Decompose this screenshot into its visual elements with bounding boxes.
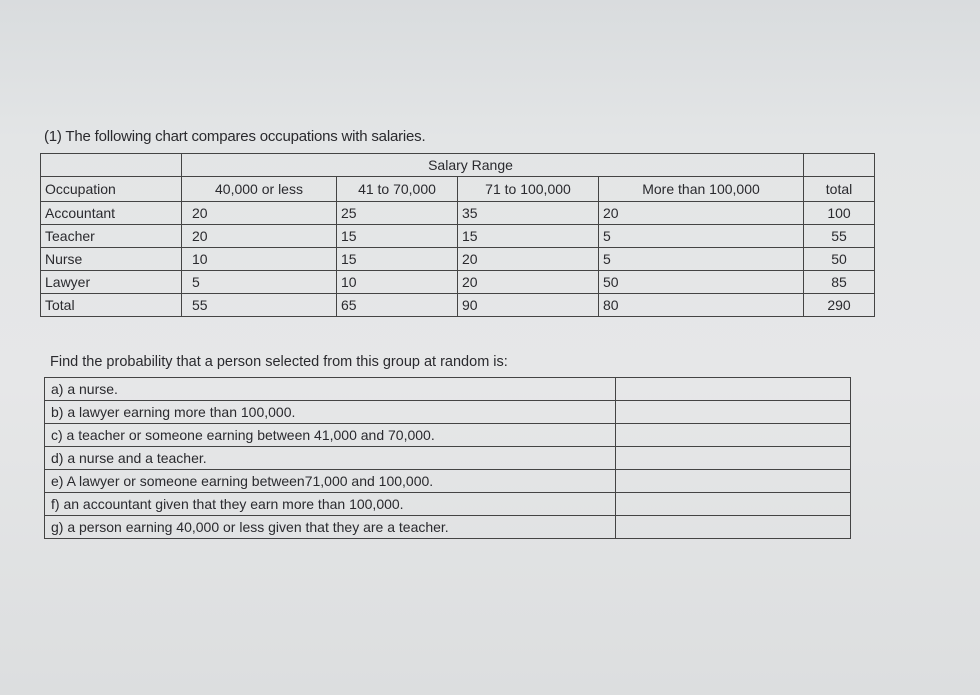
question-row	[45, 424, 851, 447]
table-cell: 85	[804, 271, 875, 294]
header-row	[41, 177, 875, 202]
header-cell: total	[804, 177, 875, 202]
row-label: Lawyer	[41, 271, 182, 294]
question-row	[45, 493, 851, 516]
table-cell: 55	[804, 225, 875, 248]
answer-cell	[616, 447, 851, 470]
salary-range-row	[41, 154, 875, 177]
table-cell: 90	[458, 294, 599, 317]
salary-table	[40, 153, 875, 317]
table-cell: 15	[337, 225, 458, 248]
question-text: e) A lawyer or someone earning between71,000 and 100,000.	[45, 470, 616, 493]
table-cell: 20	[458, 248, 599, 271]
table-cell: 20	[599, 202, 804, 225]
table-cell: 20	[458, 271, 599, 294]
table-cell: 5	[599, 225, 804, 248]
table-cell: 20	[182, 202, 337, 225]
table-cell: 80	[599, 294, 804, 317]
question-text: c) a teacher or someone earning between 41,000 and 70,000.	[45, 424, 616, 447]
table-cell: 35	[458, 202, 599, 225]
table-cell: 5	[182, 271, 337, 294]
question-text: g) a person earning 40,000 or less given that they are a teacher.	[45, 516, 616, 539]
header-cell: More than 100,000	[599, 177, 804, 202]
blank-cell	[804, 154, 875, 177]
table-cell: 10	[182, 248, 337, 271]
question-text: d) a nurse and a teacher.	[45, 447, 616, 470]
table-cell: 15	[337, 248, 458, 271]
question-text: f) an accountant given that they earn more than 100,000.	[45, 493, 616, 516]
question-row	[45, 470, 851, 493]
total-row	[41, 294, 875, 317]
table-cell: 50	[599, 271, 804, 294]
table-row	[41, 248, 875, 271]
table-cell: 15	[458, 225, 599, 248]
answer-cell	[616, 470, 851, 493]
table-cell: 25	[337, 202, 458, 225]
table-cell: 290	[804, 294, 875, 317]
question-row	[45, 401, 851, 424]
table-cell: 20	[182, 225, 337, 248]
row-label: Total	[41, 294, 182, 317]
header-cell: Occupation	[41, 177, 182, 202]
table-cell: 100	[804, 202, 875, 225]
salary-range-text: Salary Range	[428, 157, 513, 173]
table-cell: 10	[337, 271, 458, 294]
row-label: Nurse	[41, 248, 182, 271]
answer-cell	[616, 516, 851, 539]
table-cell: 65	[337, 294, 458, 317]
table-cell: 5	[599, 248, 804, 271]
answer-cell	[616, 378, 851, 401]
header-cell: 71 to 100,000	[458, 177, 599, 202]
table-row	[41, 271, 875, 294]
questions-table	[44, 377, 851, 539]
question-text: b) a lawyer earning more than 100,000.	[45, 401, 616, 424]
question-prompt: Find the probability that a person selected from this group at random is:	[50, 354, 508, 370]
intro-text: (1) The following chart compares occupations with salaries.	[44, 128, 426, 145]
row-label: Teacher	[41, 225, 182, 248]
answer-cell	[616, 424, 851, 447]
blank-cell	[41, 154, 182, 177]
table-cell: 50	[804, 248, 875, 271]
question-row	[45, 378, 851, 401]
question-row	[45, 447, 851, 470]
header-cell: 41 to 70,000	[337, 177, 458, 202]
table-row	[41, 202, 875, 225]
question-text: a) a nurse.	[45, 378, 616, 401]
table-row	[41, 225, 875, 248]
answer-cell	[616, 493, 851, 516]
table-cell: 55	[182, 294, 337, 317]
question-row	[45, 516, 851, 539]
salary-range-label	[182, 154, 804, 177]
row-label: Accountant	[41, 202, 182, 225]
header-cell: 40,000 or less	[182, 177, 337, 202]
answer-cell	[616, 401, 851, 424]
